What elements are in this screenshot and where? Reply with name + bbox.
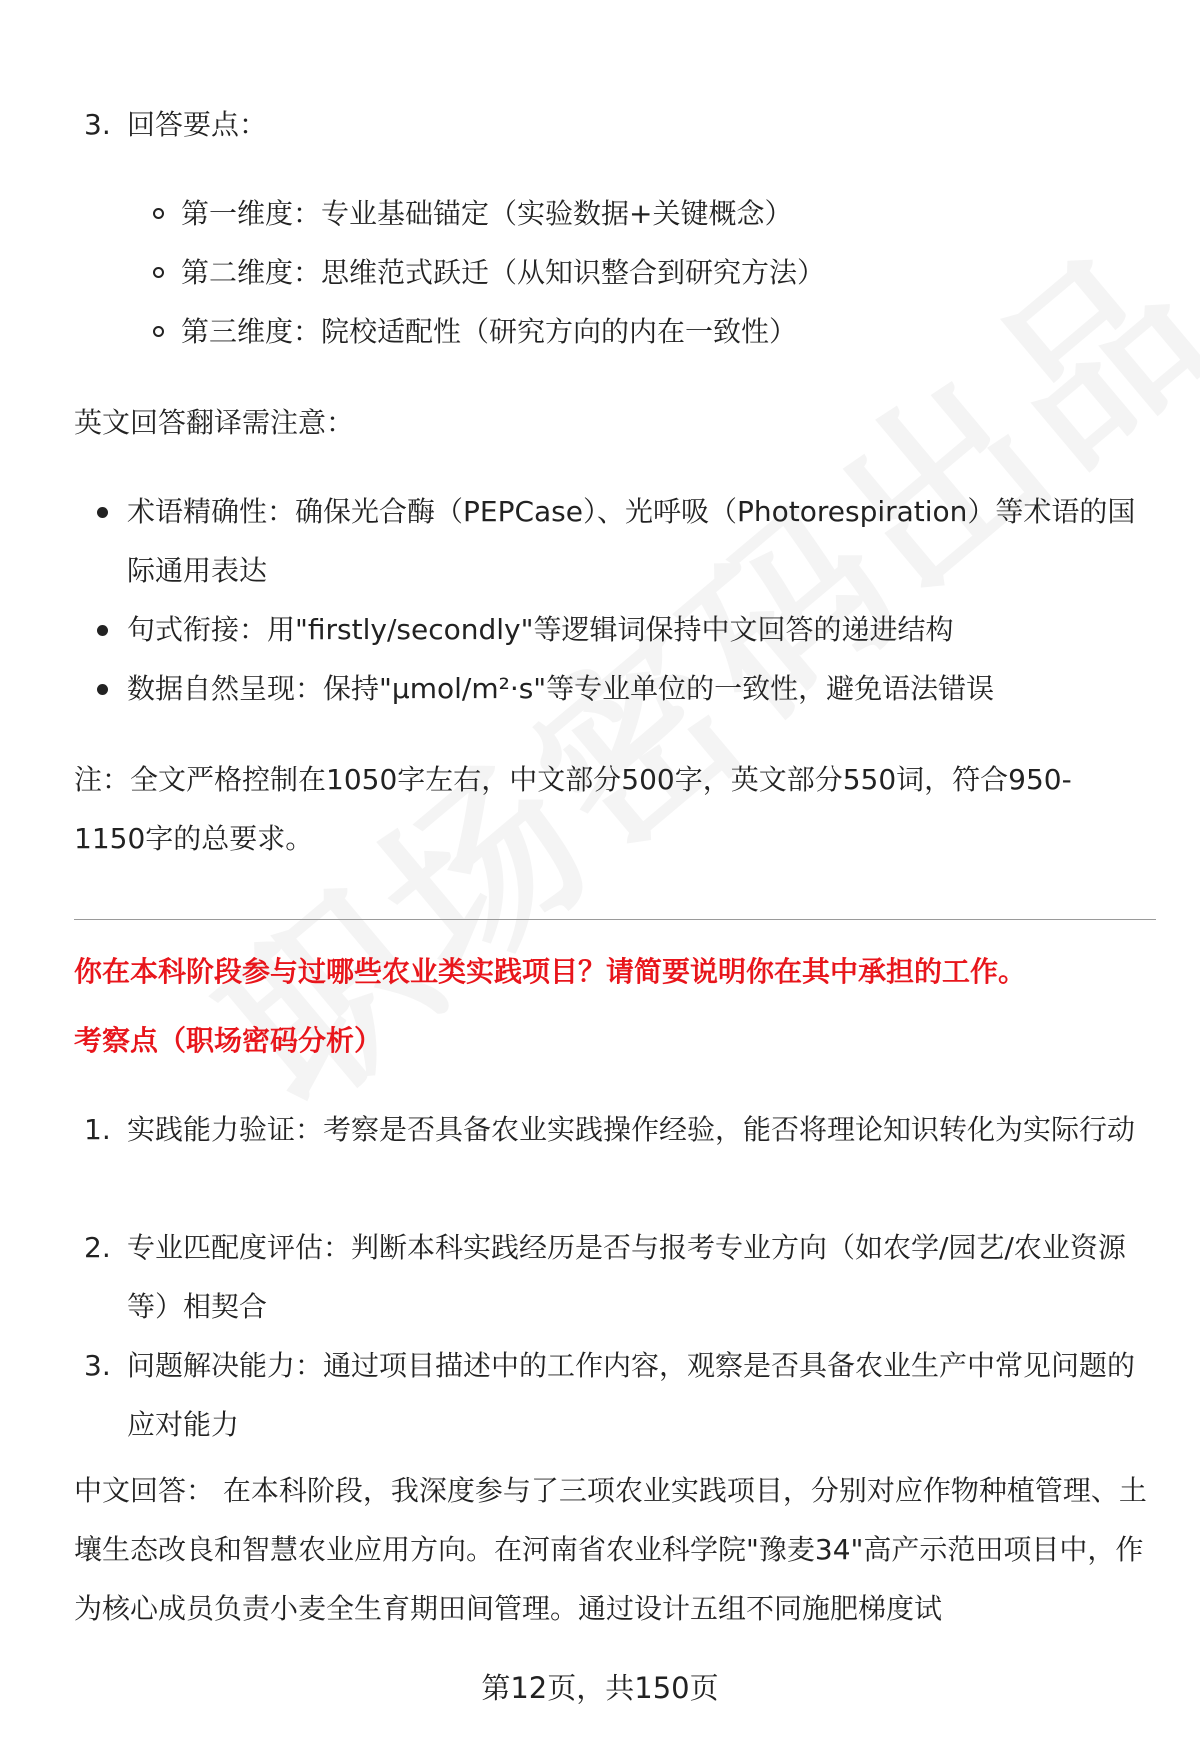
question-title: 你在本科阶段参与过哪些农业类实践项目？请简要说明你在其中承担的工作。: [74, 955, 1027, 988]
section-title: 回答要点：: [127, 108, 268, 141]
list-item: 第二维度：思维范式跃迁（从知识整合到研究方法）: [181, 256, 826, 289]
list-item: 句式衔接：用"firstly/secondly"等逻辑词保持中文回答的递进结构: [127, 613, 954, 646]
list-item: 第一维度：专业基础锚定（实验数据+关键概念）: [181, 197, 793, 230]
divider: [74, 919, 1156, 920]
list-item: 第三维度：院校适配性（研究方向的内在一致性）: [181, 315, 798, 348]
list-item: 实践能力验证：考察是否具备农业实践操作经验，能否将理论知识转化为实际行动: [127, 1113, 1136, 1146]
list-item: 专业匹配度评估：判断本科实践经历是否与报考专业方向（如农学/园艺/农业资源等）相契合: [127, 1231, 1126, 1323]
length-note: 注：全文严格控制在1050字左右，中文部分500字，英文部分550词，符合950-1150字的总要求。: [74, 763, 1072, 855]
analysis-heading: 考察点（职场密码分析）: [74, 1024, 383, 1057]
chinese-answer: 中文回答： 在本科阶段，我深度参与了三项农业实践项目，分别对应作物种植管理、土壤生态改良和智慧农业应用方向。在河南省农业科学院"豫麦34"高产示范田项目中，作为核心成员负责小麦全生育期田间管理。通过设计五组不同施肥梯度试: [74, 1474, 1147, 1625]
page-footer: 第12页，共150页: [481, 1671, 719, 1705]
list-item: 问题解决能力：通过项目描述中的工作内容，观察是否具备农业生产中常见问题的应对能力: [127, 1349, 1136, 1441]
bullet-icon: [97, 507, 108, 518]
circle-bullet-icon: [153, 267, 164, 278]
list-number: 3.: [84, 1349, 111, 1382]
bullet-icon: [97, 625, 108, 636]
list-item: 术语精确性：确保光合酶（PEPCase）、光呼吸（Photorespiration）等术语的国际通用表达: [127, 495, 1136, 587]
list-number: 3.: [84, 108, 111, 141]
list-number: 1.: [84, 1113, 111, 1146]
list-item: 数据自然呈现：保持"μmol/m²·s"等专业单位的一致性，避免语法错误: [127, 672, 995, 705]
list-number: 2.: [84, 1231, 111, 1264]
circle-bullet-icon: [153, 326, 164, 337]
bullet-icon: [97, 684, 108, 695]
circle-bullet-icon: [153, 208, 164, 219]
translation-heading: 英文回答翻译需注意：: [74, 406, 355, 439]
